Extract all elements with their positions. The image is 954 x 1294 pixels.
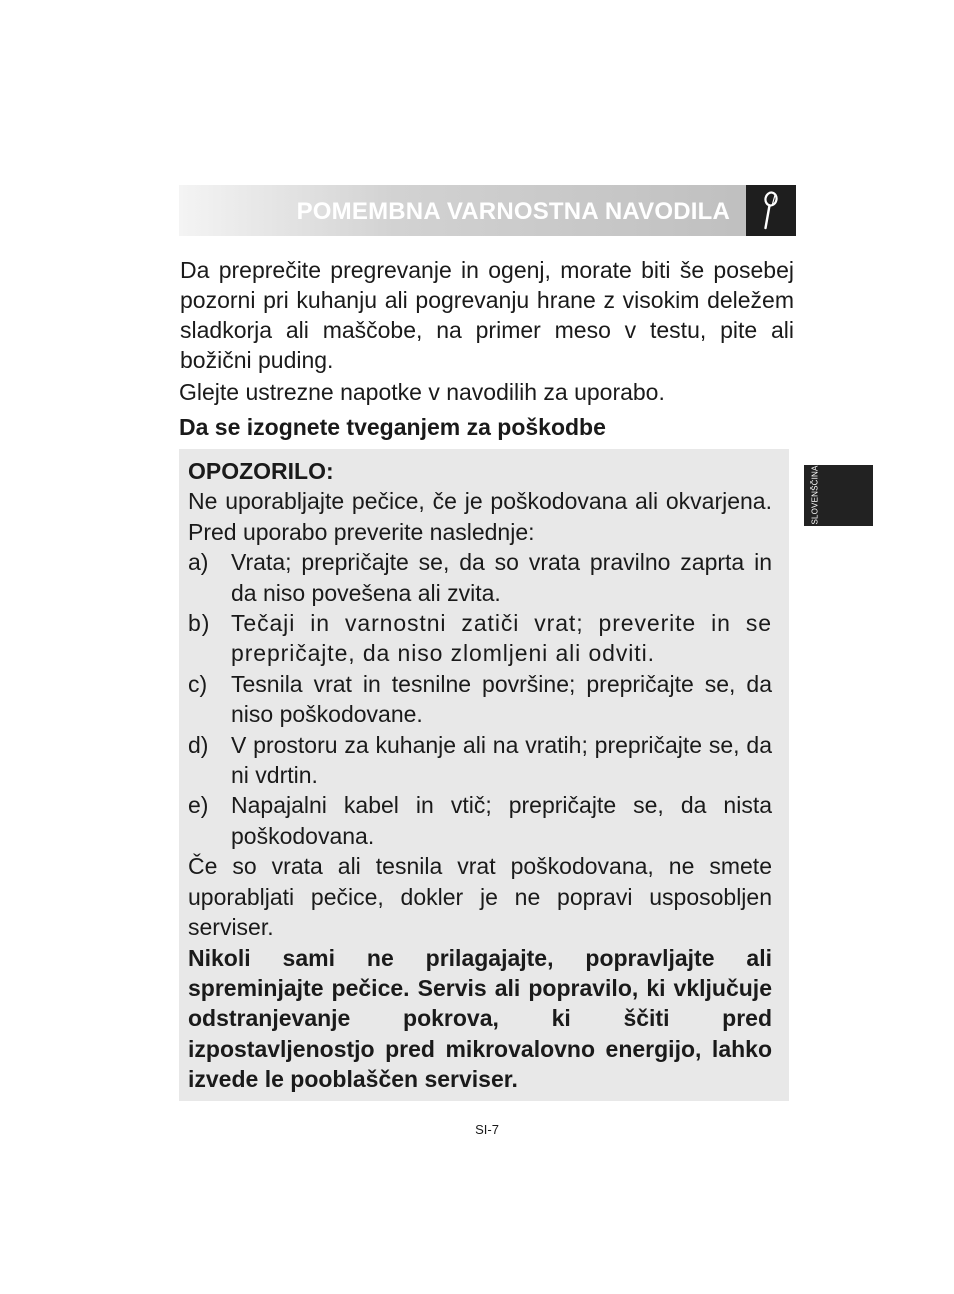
warning-box	[179, 449, 789, 1101]
list-item-text: Tesnila vrat in tesnilne površine; prepričajte se, da niso poškodovane.	[231, 670, 772, 728]
list-item-text: Napajalni kabel in vtič; prepričajte se, da nista poškodovana.	[231, 792, 772, 849]
list-marker: c)	[188, 670, 208, 697]
list-item-text: V prostoru za kuhanje ali na vratih; prepričajte se, da ni vdrtin.	[231, 731, 772, 789]
list-item	[188, 669, 772, 730]
list-marker: d)	[188, 731, 209, 758]
warning-bold-paragraph: Nikoli sami ne prilagajajte, popravljajte ali spreminjajte pečice. Servis ali popravilo, ki vključuje odstranjevanje pokrova, ki ščiti pred izpostavljenostjo pred mikrovalovno energijo, lahko izvede le pooblaščen serviser.	[188, 944, 772, 1093]
list-item	[188, 608, 772, 669]
language-tab	[804, 465, 873, 526]
list-item	[188, 547, 772, 608]
page-number: SI-7	[475, 1122, 499, 1137]
header-icon-box	[746, 185, 796, 236]
list-item-text: Vrata; prepričajte se, da so vrata pravilno zaprta in da niso povešena ali zvita.	[231, 549, 772, 606]
list-marker: e)	[188, 792, 209, 819]
intro-paragraph: Da preprečite pregrevanje in ogenj, morate biti še posebej pozorni pri kuhanju ali pogrevanju hrane z visokim deležem sladkorja ali maščobe, na primer meso v testu, pite ali božični puding.	[180, 257, 794, 373]
check-list	[188, 547, 772, 851]
section-header	[179, 185, 796, 236]
warning-content	[188, 456, 772, 1095]
section-title: POMEMBNA VARNOSTNA NAVODILA	[296, 198, 730, 225]
language-tab-label: SLOVENŠČINA	[810, 465, 820, 525]
list-item-text: Tečaji in varnostni zatiči vrat; preverite in se prepričajte, da niso zlomljeni ali odviti.	[231, 610, 772, 667]
list-marker: a)	[188, 549, 209, 576]
injury-subheading: Da se izognete tveganjem za poškodbe	[179, 414, 606, 440]
spoon-fork-icon	[759, 191, 783, 231]
manual-note: Glejte ustrezne napotke v navodilih za uporabo.	[179, 379, 665, 405]
list-item	[188, 730, 772, 791]
warning-lead: Ne uporabljajte pečice, če je poškodovana ali okvarjena. Pred uporabo preverite naslednje:	[188, 488, 772, 545]
warning-follow: Če so vrata ali tesnila vrat poškodovana, ne smete uporabljati pečice, dokler je ne popravi usposobljen serviser.	[188, 853, 772, 941]
list-marker: b)	[188, 610, 211, 637]
list-item	[188, 790, 772, 851]
warning-title: OPOZORILO:	[188, 458, 334, 484]
